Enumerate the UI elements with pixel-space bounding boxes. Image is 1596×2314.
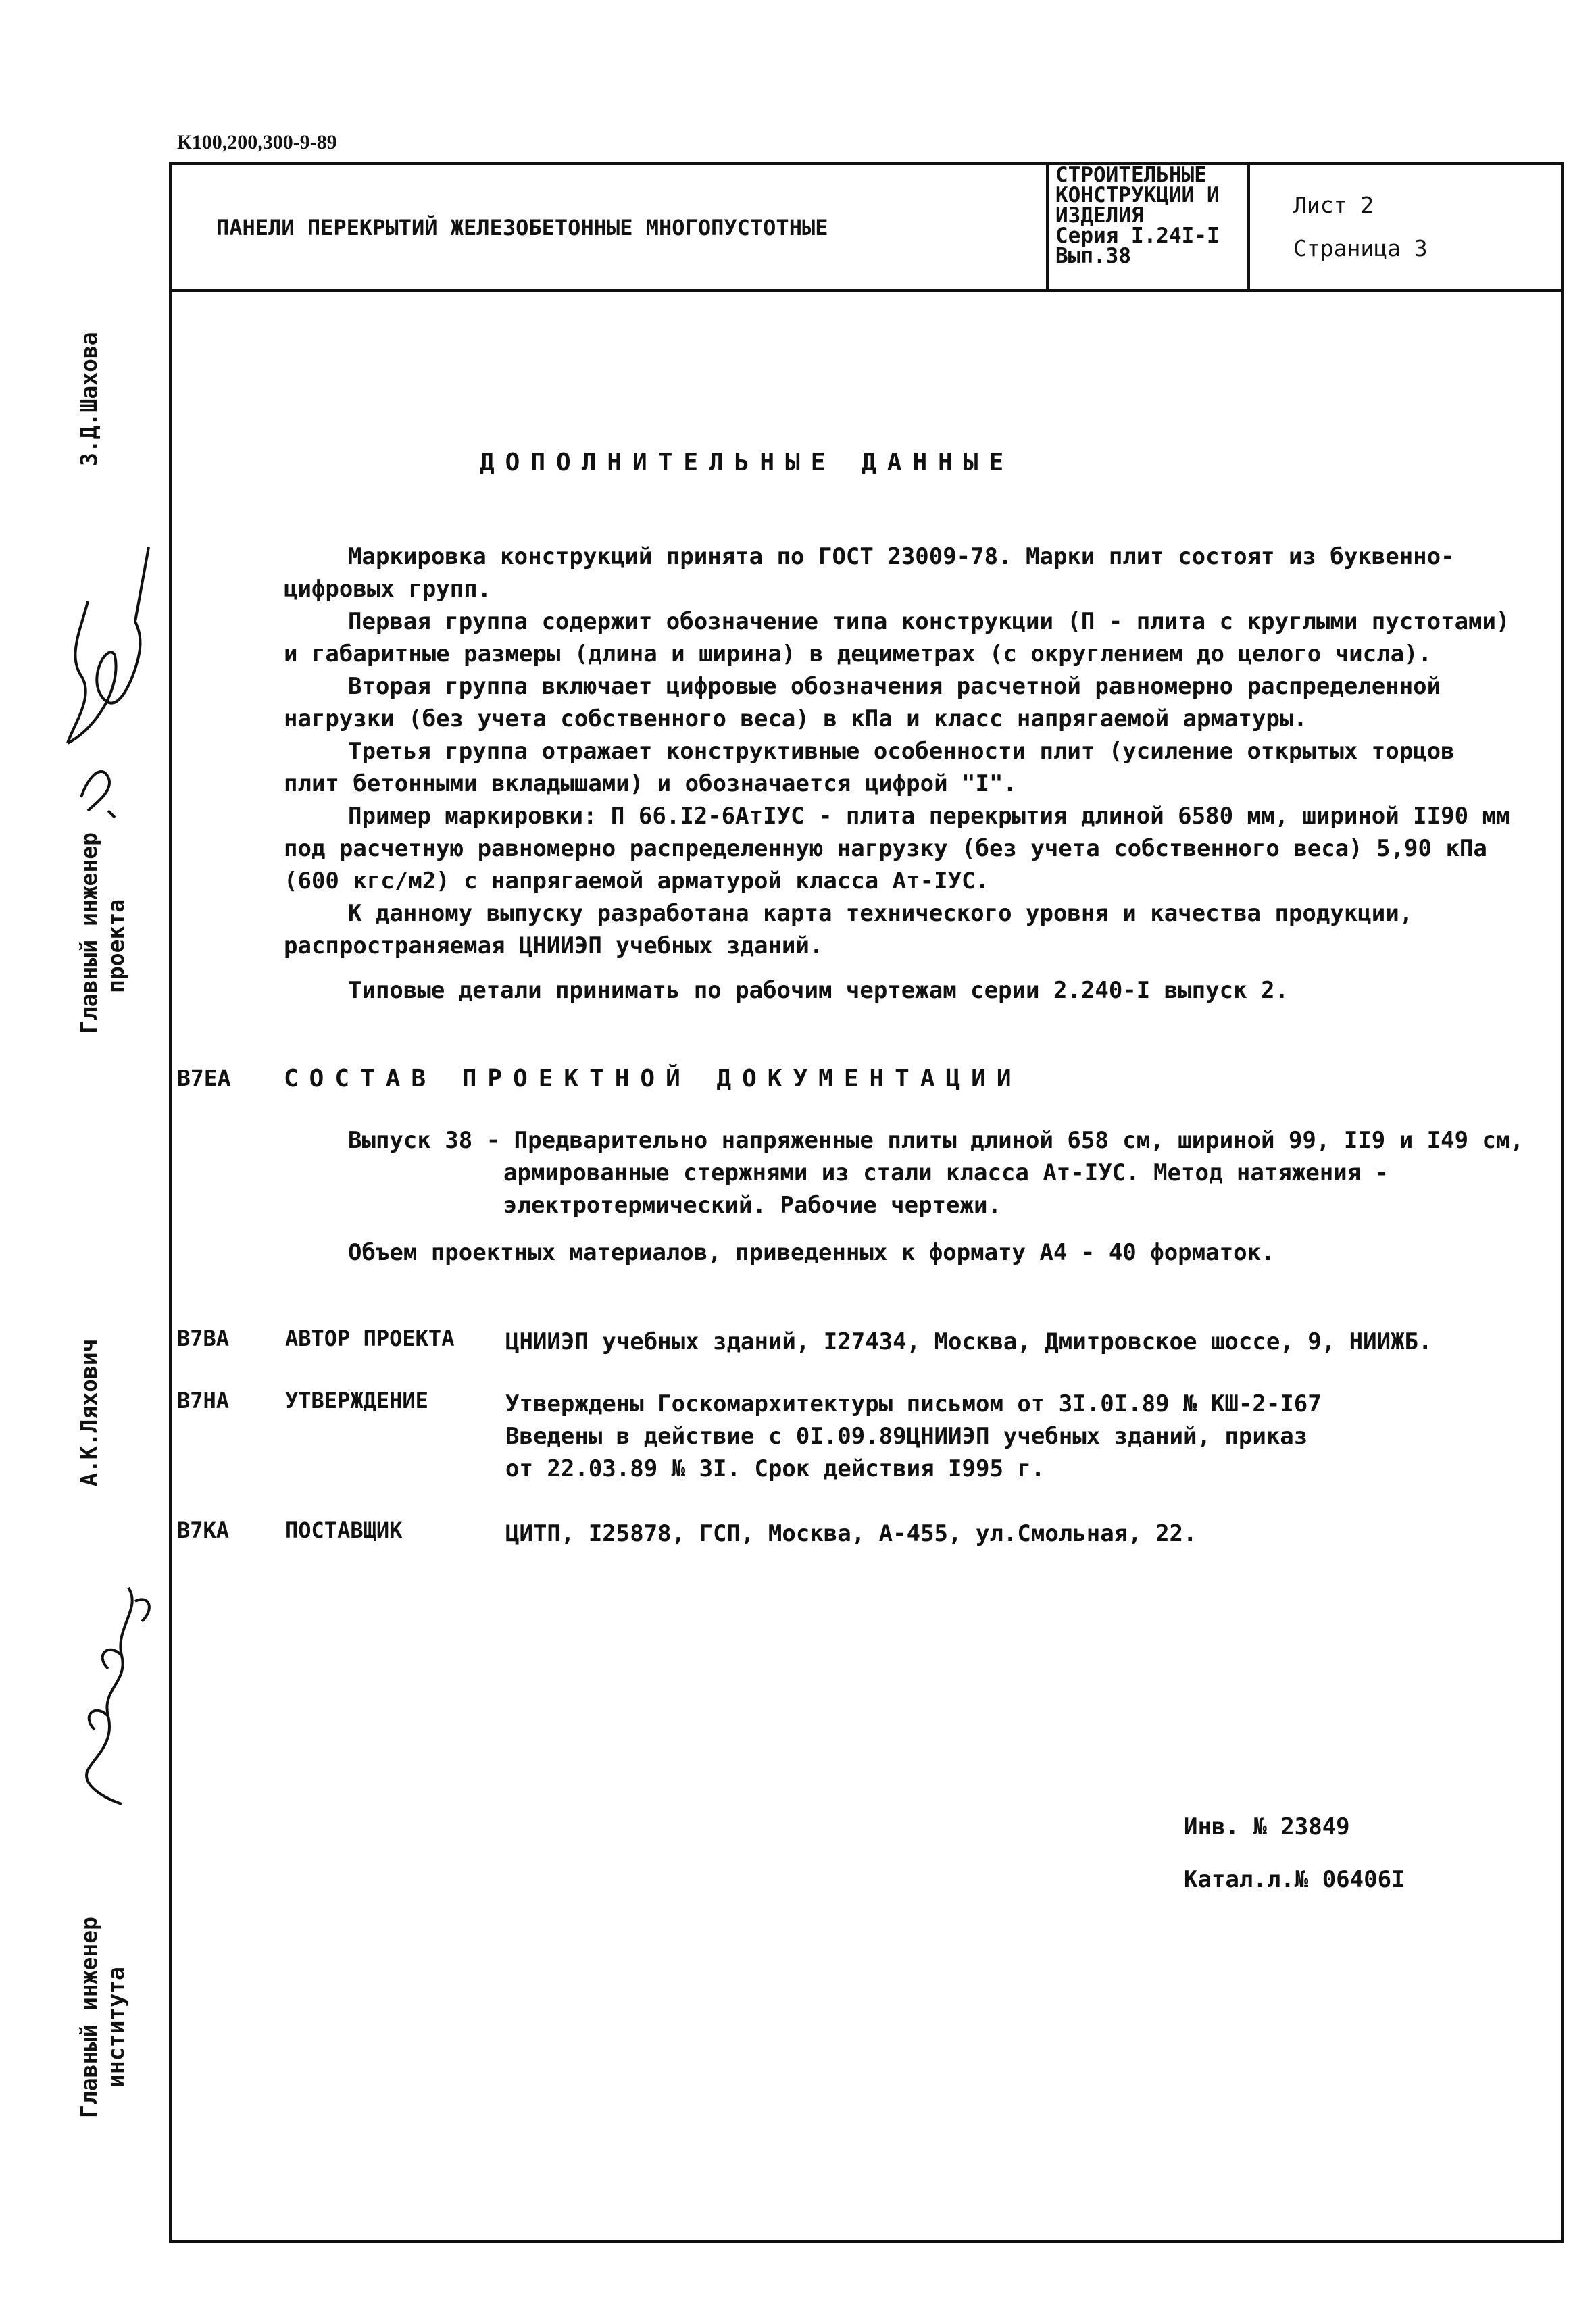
page-number: Страница 3: [1293, 235, 1428, 261]
text-line: Первая группа содержит обозначение типа конструкции (П - плита с круглыми пустотами): [348, 608, 1510, 635]
row-code-supplier: В7КА: [177, 1517, 230, 1543]
typical-details-note: Типовые детали принимать по рабочим чертежам серии 2.240-I выпуск 2.: [348, 977, 1289, 1004]
row-label-approval: УТВЕРЖДЕНИЕ: [285, 1388, 428, 1413]
text-line: Вторая группа включает цифровые обозначения расчетной равномерно распределенной: [348, 673, 1441, 700]
signature-2: [41, 1567, 162, 1831]
text-line: цифровых групп.: [284, 576, 492, 603]
row-line: Утверждены Госкомархитектуры письмом от 3I.0I.89 № КШ-2-I67: [505, 1390, 1322, 1417]
series-line: Вып.38: [1055, 244, 1131, 268]
side-role-1-line2: проекта: [103, 899, 129, 993]
row-code-approval: В7НА: [177, 1388, 230, 1413]
row-line: ЦИТП, I25878, ГСП, Москва, А-455, ул.Смольная, 22.: [505, 1520, 1197, 1547]
volume-note: Объем проектных материалов, приведенных к формату А4 - 40 форматок.: [348, 1239, 1275, 1266]
text-line: распространяемая ЦНИИЭП учебных зданий.: [284, 932, 824, 959]
text-line: под расчетную равномерно распределенную нагрузку (без учета собственного веса) 5,90 кПа: [284, 835, 1487, 862]
text-line: и габаритные размеры (длина и ширина) в дециметрах (с округлением до целого числа).: [284, 640, 1432, 668]
release-line: армированные стержнями из стали класса Ат-IУС. Метод натяжения -: [503, 1159, 1389, 1186]
title-block-separator-left: [1046, 162, 1049, 291]
section-heading-documentation: СОСТАВ ПРОЕКТНОЙ ДОКУМЕНТАЦИИ: [284, 1065, 1022, 1092]
side-role-2-line1: Главный инженер: [76, 1916, 102, 2118]
document-code: К100,200,300-9-89: [177, 131, 337, 153]
catalog-number: Катал.л.№ 06406I: [1184, 1866, 1405, 1893]
release-line: электротермический. Рабочие чертежи.: [503, 1192, 1001, 1219]
row-line: Введены в действие с 0I.09.89ЦНИИЭП учебных зданий, приказ: [505, 1423, 1308, 1450]
signature-1: [41, 520, 162, 858]
title-block-separator-right: [1247, 162, 1250, 291]
series-line: КОНСТРУКЦИИ И: [1055, 183, 1220, 207]
text-line: Третья группа отражает конструктивные особенности плит (усиление открытых торцов: [348, 738, 1455, 765]
row-line: от 22.03.89 № 3I. Срок действия I995 г.: [505, 1455, 1045, 1482]
row-text-supplier: [505, 1517, 1197, 1550]
series-line: СТРОИТЕЛЬНЫЕ: [1055, 163, 1207, 187]
text-line: Маркировка конструкций принята по ГОСТ 23009-78. Марки плит состоят из буквенно-: [348, 543, 1455, 570]
row-text-approval: [505, 1388, 1322, 1485]
section-code: В7ЕА: [177, 1065, 231, 1091]
side-role-1-line1: Главный инженер: [76, 832, 102, 1034]
row-line: ЦНИИЭП учебных зданий, I27434, Москва, Дмитровское шоссе, 9, НИИЖБ.: [505, 1328, 1432, 1355]
row-label-supplier: ПОСТАВЩИК: [285, 1517, 403, 1543]
text-line: (600 кгс/м2) с напрягаемой арматурой класса Ат-IУС.: [284, 867, 989, 895]
sheet-number: Лист 2: [1293, 192, 1374, 218]
row-text-author: [505, 1326, 1432, 1358]
release-description: [348, 1124, 1524, 1222]
section-body: [284, 540, 1510, 1007]
side-name-1: З.Д.Шахова: [76, 332, 102, 466]
text-line: К данному выпуску разработана карта технического уровня и качества продукции,: [348, 900, 1414, 927]
title-block-divider: [169, 289, 1564, 292]
series-block: [1055, 165, 1220, 266]
inventory-number: Инв. № 23849: [1184, 1813, 1350, 1840]
text-line: плит бетонными вкладышами) и обозначается цифрой "I".: [284, 770, 1017, 797]
text-line: Пример маркировки: П 66.I2-6АтIУС - плита перекрытия длиной 6580 мм, шириной II90 мм: [348, 803, 1510, 830]
row-label-author: АВТОР ПРОЕКТА: [285, 1326, 455, 1351]
document-title: ПАНЕЛИ ПЕРЕКРЫТИЙ ЖЕЛЕЗОБЕТОННЫЕ МНОГОПУСТОТНЫЕ: [216, 215, 828, 241]
sheet-info: [1293, 184, 1428, 270]
row-code-author: В7ВА: [177, 1326, 230, 1351]
side-name-2: А.К.Ляхович: [76, 1338, 102, 1486]
series-line: Серия I.24I-I: [1055, 224, 1220, 248]
side-role-2-line2: института: [103, 1967, 129, 2088]
release-line: Выпуск 38 - Предварительно напряженные плиты длиной 658 см, шириной 99, II9 и I49 см,: [348, 1127, 1524, 1154]
series-line: ИЗДЕЛИЯ: [1055, 203, 1144, 228]
text-line: нагрузки (без учета собственного веса) в кПа и класс напрягаемой арматуры.: [284, 705, 1307, 732]
section-heading-additional-data: ДОПОЛНИТЕЛЬНЫЕ ДАННЫЕ: [480, 449, 1015, 476]
